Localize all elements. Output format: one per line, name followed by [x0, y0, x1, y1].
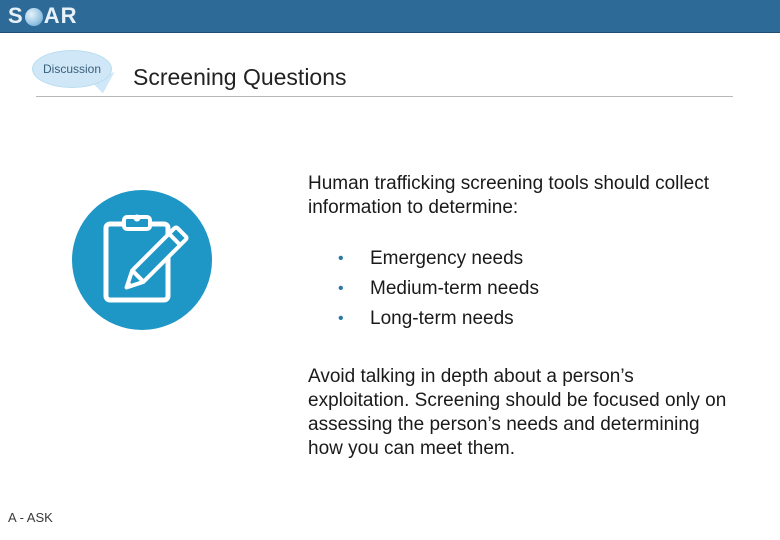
speech-bubble-icon: [32, 50, 112, 88]
logo-text-right: AR: [43, 3, 78, 28]
need-label: Medium-term needs: [370, 278, 539, 299]
bullet-icon: •: [338, 280, 344, 297]
page-title: Screening Questions: [133, 64, 347, 90]
advice-text: Avoid talking in depth about a person’s exploitation. Screening should be focused only on assessing the person’s needs and determining how you can meet them.: [308, 366, 727, 459]
discussion-label: Discussion: [42, 62, 102, 76]
discussion-badge: [32, 50, 112, 90]
list-item: [338, 244, 539, 274]
needs-list: [338, 244, 539, 334]
intro-text: Human trafficking screening tools should collect information to determine:: [308, 173, 709, 218]
footer-tag: A - ASK: [8, 510, 53, 525]
title-divider: [36, 96, 733, 97]
list-item: [338, 274, 539, 304]
header-bar: [0, 0, 780, 33]
clipboard-pencil-icon: [72, 190, 212, 330]
need-label: Emergency needs: [370, 248, 524, 269]
soar-logo: [8, 3, 77, 29]
globe-icon: [25, 8, 43, 26]
list-item: [338, 304, 539, 334]
logo-text-left: S: [8, 3, 24, 28]
bullet-icon: •: [338, 310, 344, 327]
need-label: Long-term needs: [370, 308, 514, 329]
bullet-icon: •: [338, 250, 344, 267]
